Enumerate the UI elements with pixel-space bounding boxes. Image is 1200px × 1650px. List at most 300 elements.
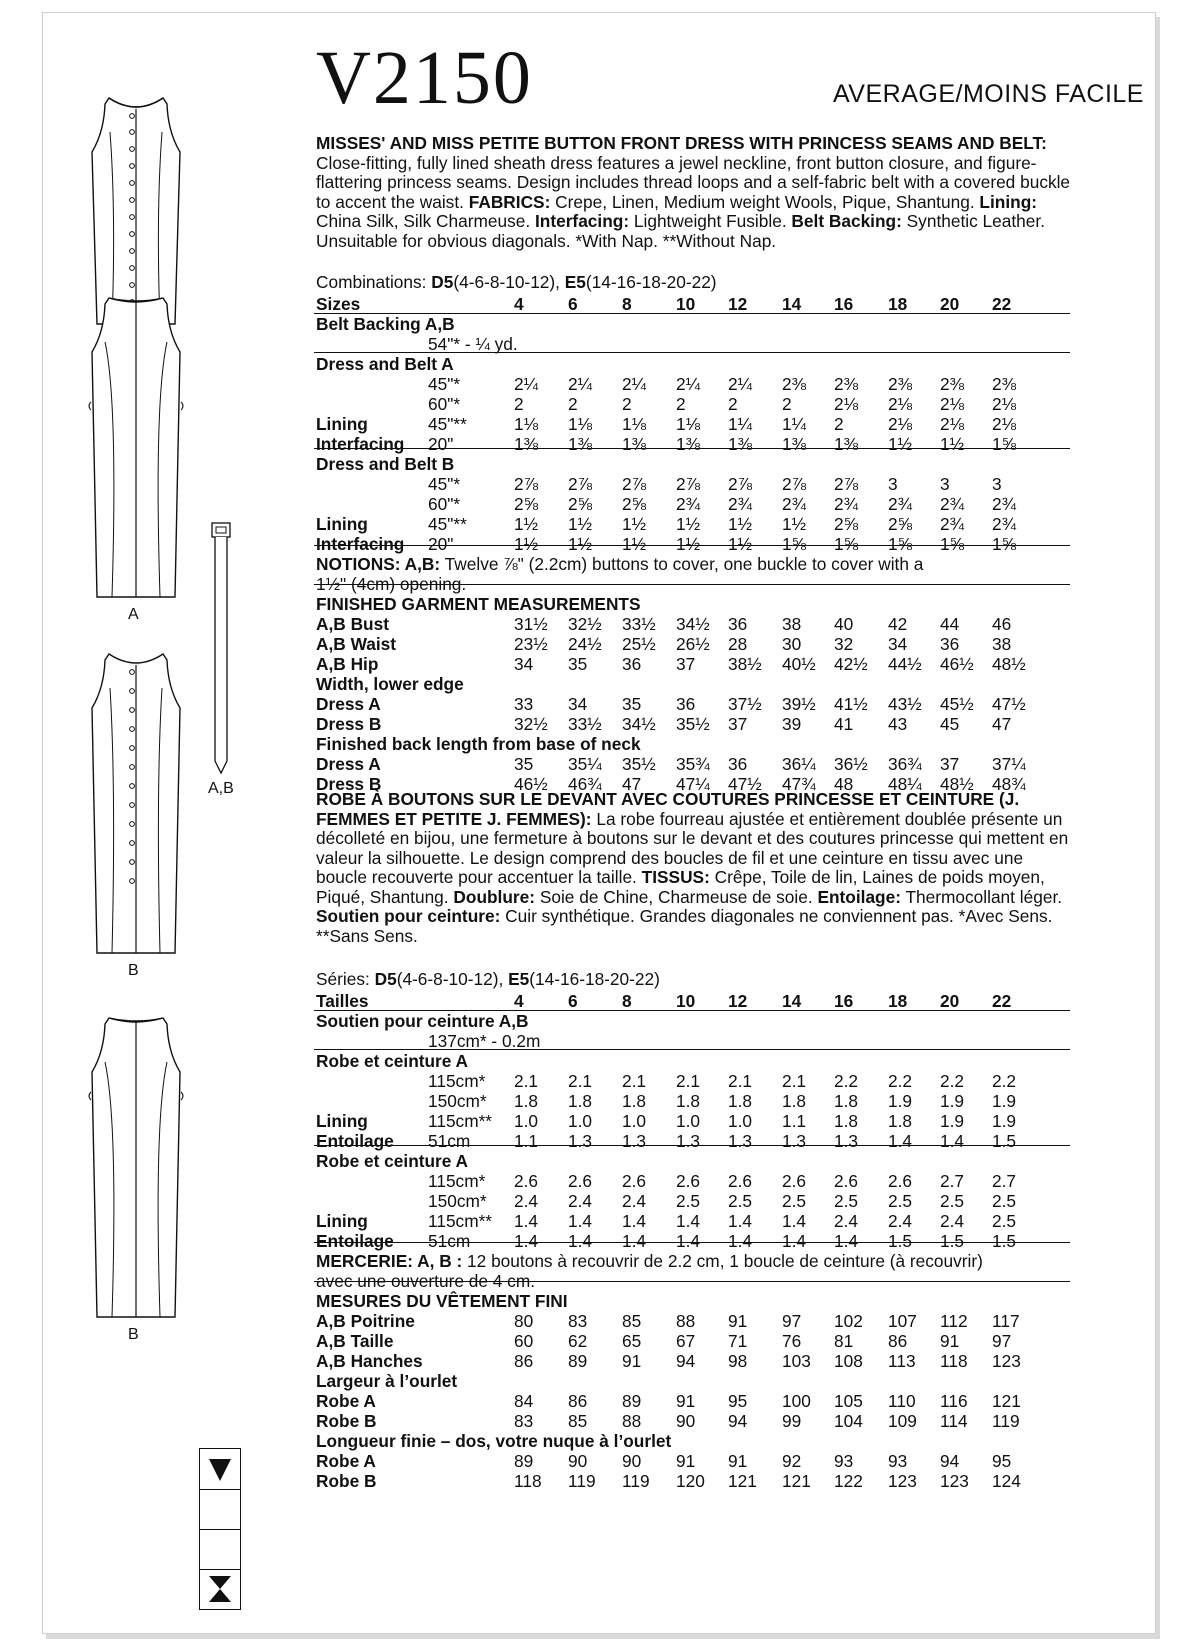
fabric-width: 45"* — [428, 474, 461, 494]
table-cell: 92 — [782, 1451, 802, 1471]
notions-row — [314, 554, 1068, 574]
table-row — [314, 1211, 1068, 1231]
table-cell: 94 — [940, 1451, 960, 1471]
table-cell: 62 — [568, 1331, 588, 1351]
table-cell: 48½ — [940, 774, 974, 794]
table-cell: 119 — [992, 1411, 1020, 1431]
french-description-run: Doublure: — [453, 886, 536, 907]
table-cell: 1.8 — [888, 1111, 913, 1131]
table-row — [314, 1171, 1068, 1191]
table-cell: 1½ — [622, 534, 647, 554]
note-text: 54"* - ¼ yd. — [428, 334, 518, 354]
table-cell: 91 — [728, 1451, 748, 1471]
table-cell: 98 — [728, 1351, 748, 1371]
size-header-cell: 14 — [782, 991, 802, 1011]
size-header-cell: 12 — [728, 991, 748, 1011]
table-cell: 1.4 — [514, 1211, 539, 1231]
notions-label: NOTIONS: A,B: — [316, 554, 441, 574]
table-cell: 36 — [622, 654, 642, 674]
table-cell: 91 — [622, 1351, 642, 1371]
table-cell: 2.1 — [782, 1071, 807, 1091]
table-cell: 91 — [728, 1311, 748, 1331]
english-description-run: Belt Backing: — [791, 211, 902, 231]
table-cell: 38 — [782, 614, 802, 634]
table-rule — [314, 1242, 1070, 1243]
english-description-run: China Silk, Silk Charmeuse. — [316, 211, 535, 231]
table-rule — [314, 545, 1070, 546]
note-text: avec une ouverture de 4 cm. — [316, 1271, 536, 1291]
figure-label-belt: A,B — [208, 780, 234, 797]
table-row — [314, 1451, 1068, 1471]
table-cell: 2⅞ — [568, 474, 593, 494]
fabric-width: 150cm* — [428, 1091, 487, 1111]
table-rule — [314, 1049, 1070, 1050]
table-rule — [314, 1010, 1070, 1011]
table-cell: 107 — [888, 1311, 917, 1331]
table-cell: 1⅜ — [728, 434, 753, 454]
table-cell: 1.5 — [888, 1231, 913, 1251]
combinations-en-run: (4-6-8-10-12), — [453, 272, 565, 292]
notions-text: 12 boutons à recouvrir de 2.2 cm, 1 boucle de ceinture (à recouvrir) — [462, 1251, 983, 1271]
table-cell: 36 — [728, 754, 748, 774]
section-heading-label: Dress and Belt B — [316, 454, 455, 474]
table-cell: 2⅝ — [834, 514, 859, 534]
table-cell: 36 — [940, 634, 960, 654]
figure-label-b-front: B — [128, 962, 139, 979]
french-description-run: Entoilage: — [817, 886, 901, 907]
table-cell: 2⅛ — [888, 414, 913, 434]
table-cell: 46½ — [514, 774, 548, 794]
french-description-run: Soie de Chine, Charmeuse de soie. — [535, 886, 818, 907]
table-cell: 23½ — [514, 634, 548, 654]
table-cell: 2¼ — [728, 374, 753, 394]
table-cell: 94 — [676, 1351, 696, 1371]
table-cell: 1½ — [728, 514, 753, 534]
table-cell: 43½ — [888, 694, 922, 714]
table-cell: 2⅜ — [782, 374, 807, 394]
table-cell: 1.9 — [992, 1091, 1017, 1111]
table-cell: 2.2 — [992, 1071, 1017, 1091]
table-cell: 1.8 — [622, 1091, 647, 1111]
english-description — [316, 134, 1076, 251]
table-cell: 47½ — [992, 694, 1026, 714]
row-label: Dress B — [316, 714, 382, 734]
table-cell: 113 — [888, 1351, 916, 1371]
table-cell: 36½ — [834, 754, 868, 774]
section-heading-label: Belt Backing A,B — [316, 314, 455, 334]
table-cell: 2¾ — [782, 494, 807, 514]
row-label: Tailles — [316, 991, 369, 1011]
table-cell: 1¼ — [728, 414, 753, 434]
table-cell: 1.8 — [834, 1111, 859, 1131]
table-cell: 1.0 — [568, 1111, 593, 1131]
table-row — [314, 714, 1068, 734]
table-cell: 1⅜ — [834, 434, 859, 454]
table-cell: 35½ — [622, 754, 656, 774]
combinations-fr-run: Séries: — [316, 969, 375, 989]
size-header-cell: 22 — [992, 991, 1012, 1011]
english-description-run: MISSES' AND MISS PETITE BUTTON FRONT DRESS WITH PRINCESS SEAMS AND BELT: — [316, 133, 1047, 153]
table-cell: 123 — [940, 1471, 969, 1491]
row-label: Dress A — [316, 694, 381, 714]
table-cell: 33 — [514, 694, 534, 714]
table-cell: 1½ — [568, 514, 593, 534]
row-label: Entoilage — [316, 1131, 394, 1151]
size-header-cell: 22 — [992, 294, 1012, 314]
table-cell: 48½ — [992, 654, 1026, 674]
table-cell: 103 — [782, 1351, 811, 1371]
size-header-cell: 14 — [782, 294, 802, 314]
table-cell: 46 — [992, 614, 1012, 634]
table-cell: 34 — [888, 634, 908, 654]
table-cell: 1.4 — [728, 1231, 753, 1251]
section-heading-label: Finished back length from base of neck — [316, 734, 641, 754]
table-row — [314, 754, 1068, 774]
dress-b-back-drawing — [76, 1012, 196, 1322]
size-header-cell: 10 — [676, 294, 696, 314]
table-cell: 2.1 — [728, 1071, 753, 1091]
table-cell: 105 — [834, 1391, 863, 1411]
section-heading-label: FINISHED GARMENT MEASUREMENTS — [316, 594, 641, 614]
row-label: Robe B — [316, 1411, 377, 1431]
table-cell: 2⅛ — [888, 394, 913, 414]
table-cell: 34½ — [622, 714, 656, 734]
table-cell: 32½ — [514, 714, 548, 734]
table-cell: 1.4 — [622, 1211, 647, 1231]
table-row — [314, 374, 1068, 394]
notions-line — [316, 554, 923, 574]
table-cell: 2¼ — [676, 374, 701, 394]
triangle-down-icon — [200, 1449, 240, 1489]
combinations-en-run: Combinations: — [316, 272, 432, 292]
table-cell: 1.4 — [676, 1211, 701, 1231]
combinations-fr-run: (14-16-18-20-22) — [529, 969, 660, 989]
table-header-row — [314, 294, 1068, 314]
section-heading — [314, 1051, 1068, 1071]
section-heading — [314, 594, 1068, 614]
table-cell: 2.7 — [940, 1171, 965, 1191]
table-cell: 1.3 — [834, 1131, 859, 1151]
table-cell: 89 — [514, 1451, 534, 1471]
table-cell: 3 — [992, 474, 1002, 494]
fabric-width: 45"** — [428, 414, 467, 434]
table-cell: 2⅞ — [622, 474, 647, 494]
table-cell: 1.8 — [676, 1091, 701, 1111]
table-cell: 1.0 — [514, 1111, 539, 1131]
table-cell: 1⅜ — [514, 434, 539, 454]
fabric-width: 51cm — [428, 1231, 471, 1251]
fabric-width: 115cm* — [428, 1171, 486, 1191]
table-cell: 43 — [888, 714, 908, 734]
table-cell: 2¾ — [940, 494, 965, 514]
size-header-cell: 4 — [514, 294, 524, 314]
table-header-row — [314, 991, 1068, 1011]
hourglass-icon — [200, 1569, 240, 1609]
table-cell: 2⅛ — [940, 414, 965, 434]
table-cell: 2⅛ — [992, 414, 1017, 434]
size-header-cell: 8 — [622, 991, 632, 1011]
table-cell: 91 — [676, 1451, 696, 1471]
row-label: A,B Hanches — [316, 1351, 423, 1371]
table-cell: 2⅜ — [888, 374, 913, 394]
table-cell: 1⅝ — [782, 534, 807, 554]
table-cell: 37¼ — [992, 754, 1026, 774]
table-cell: 36¾ — [888, 754, 922, 774]
pattern-number: V2150 — [316, 36, 533, 120]
table-cell: 2.4 — [834, 1211, 859, 1231]
table-cell: 2¾ — [834, 494, 859, 514]
table-cell: 2.5 — [782, 1191, 807, 1211]
table-row — [314, 514, 1068, 534]
french-description-run: Crêpe, Toile de lin, Laines de poids moyen, Piqué, Shantung. — [316, 867, 1045, 907]
table-cell: 109 — [888, 1411, 917, 1431]
table-cell: 2⅛ — [992, 394, 1017, 414]
table-cell: 1.4 — [728, 1211, 753, 1231]
table-cell: 1.8 — [568, 1091, 593, 1111]
size-header-cell: 12 — [728, 294, 748, 314]
table-cell: 83 — [568, 1311, 588, 1331]
table-cell: 47½ — [728, 774, 762, 794]
size-header-cell: 10 — [676, 991, 696, 1011]
row-label: Dress A — [316, 754, 381, 774]
table-cell: 114 — [940, 1411, 968, 1431]
legend-cell-3 — [200, 1529, 240, 1570]
table-cell: 2.1 — [622, 1071, 647, 1091]
table-cell: 2.6 — [782, 1171, 807, 1191]
row-label: Robe B — [316, 1471, 377, 1491]
table-cell: 2 — [782, 394, 792, 414]
table-cell: 1⅜ — [676, 434, 701, 454]
table-cell: 2⅜ — [834, 374, 859, 394]
combinations-fr-run: (4-6-8-10-12), — [396, 969, 509, 989]
table-cell: 1.8 — [782, 1091, 807, 1111]
notions-row — [314, 1251, 1068, 1271]
table-cell: 47 — [622, 774, 642, 794]
table-cell: 2⅞ — [514, 474, 539, 494]
table-cell: 2.2 — [834, 1071, 859, 1091]
fabric-width: 115cm** — [428, 1211, 493, 1231]
table-cell: 76 — [782, 1331, 802, 1351]
table-cell: 35 — [568, 654, 588, 674]
table-cell: 24½ — [568, 634, 602, 654]
section-heading — [314, 354, 1068, 374]
table-cell: 104 — [834, 1411, 863, 1431]
table-cell: 47 — [992, 714, 1012, 734]
english-description-run: Lightweight Fusible. — [629, 211, 792, 231]
table-cell: 86 — [514, 1351, 534, 1371]
table-cell: 2.1 — [568, 1071, 593, 1091]
table-cell: 110 — [888, 1391, 916, 1411]
table-cell: 112 — [940, 1311, 968, 1331]
table-cell: 2.6 — [676, 1171, 701, 1191]
table-cell: 1⅜ — [782, 434, 807, 454]
table-cell: 36 — [728, 614, 748, 634]
table-cell: 97 — [782, 1311, 802, 1331]
table-cell: 2¼ — [568, 374, 593, 394]
table-cell: 1⅛ — [568, 414, 593, 434]
combinations-fr-run: D5 — [374, 969, 397, 989]
table-cell: 2.2 — [888, 1071, 913, 1091]
table-cell: 1⅝ — [834, 534, 859, 554]
belt-drawing — [207, 521, 237, 776]
table-cell: 1.3 — [728, 1131, 753, 1151]
table-cell: 123 — [888, 1471, 917, 1491]
note-text: 137cm* - 0.2m — [428, 1031, 541, 1051]
table-cell: 36¼ — [782, 754, 816, 774]
table-cell: 1.8 — [834, 1091, 859, 1111]
row-label: A,B Taille — [316, 1331, 394, 1351]
fabric-width: 20" — [428, 434, 454, 454]
table-cell: 2⅞ — [782, 474, 807, 494]
table-row — [314, 414, 1068, 434]
table-cell: 2.6 — [888, 1171, 913, 1191]
combinations-french — [316, 970, 660, 990]
table-cell: 46¾ — [568, 774, 602, 794]
table-cell: 121 — [992, 1391, 1021, 1411]
table-cell: 2 — [834, 414, 844, 434]
table-cell: 2⅛ — [940, 394, 965, 414]
table-cell: 80 — [514, 1311, 534, 1331]
table-cell: 102 — [834, 1311, 863, 1331]
table-cell: 1¼ — [782, 414, 807, 434]
section-heading-label: MESURES DU VÊTEMENT FINI — [316, 1291, 568, 1311]
dress-a-back-drawing — [76, 292, 196, 602]
fabric-width: 20" — [428, 534, 454, 554]
table-cell: 1.1 — [782, 1111, 807, 1131]
row-label: A,B Waist — [316, 634, 397, 654]
table-cell: 2⅜ — [992, 374, 1017, 394]
table-cell: 1.4 — [514, 1231, 539, 1251]
row-label: Robe A — [316, 1391, 376, 1411]
english-description-run: FABRICS: — [468, 191, 551, 212]
table-cell: 1½ — [728, 534, 753, 554]
figure-label-b-back: B — [128, 1326, 139, 1343]
table-cell: 37 — [940, 754, 960, 774]
table-row — [314, 1331, 1068, 1351]
table-cell: 48¼ — [888, 774, 922, 794]
table-cell: 2.6 — [514, 1171, 539, 1191]
table-cell: 90 — [568, 1451, 588, 1471]
table-cell: 34 — [514, 654, 534, 674]
table-cell: 45½ — [940, 694, 974, 714]
table-cell: 99 — [782, 1411, 802, 1431]
table-cell: 2⅜ — [940, 374, 965, 394]
table-cell: 35¼ — [568, 754, 602, 774]
row-label: Lining — [316, 1211, 368, 1231]
row-label: Lining — [316, 514, 368, 534]
table-cell: 1.3 — [676, 1131, 701, 1151]
table-cell: 47¼ — [676, 774, 710, 794]
section-heading — [314, 454, 1068, 474]
size-header-cell: 18 — [888, 991, 908, 1011]
table-cell: 91 — [940, 1331, 960, 1351]
table-cell: 100 — [782, 1391, 811, 1411]
table-cell: 2 — [568, 394, 578, 414]
table-cell: 89 — [568, 1351, 588, 1371]
table-cell: 2⅛ — [834, 394, 859, 414]
french-description-run: TISSUS: — [641, 867, 710, 887]
table-cell: 2⅝ — [888, 514, 913, 534]
table-cell: 88 — [676, 1311, 696, 1331]
table-cell: 2.5 — [992, 1191, 1017, 1211]
table-cell: 94 — [728, 1411, 748, 1431]
table-row — [314, 494, 1068, 514]
table-cell: 67 — [676, 1331, 696, 1351]
table-cell: 1.4 — [622, 1231, 647, 1251]
table-rule — [314, 313, 1070, 314]
fabric-width: 115cm** — [428, 1111, 493, 1131]
legend-cell-1 — [200, 1449, 240, 1490]
table-cell: 95 — [728, 1391, 748, 1411]
section-heading — [314, 1291, 1068, 1311]
table-cell: 1.8 — [514, 1091, 539, 1111]
table-cell: 1½ — [622, 514, 647, 534]
table-cell: 1.4 — [782, 1211, 807, 1231]
table-cell: 2.6 — [568, 1171, 593, 1191]
table-cell: 1⅝ — [992, 534, 1017, 554]
table-cell: 36 — [676, 694, 696, 714]
french-description-run: Soutien pour ceinture: — [316, 906, 501, 926]
size-header-cell: 16 — [834, 991, 854, 1011]
french-description-run: Thermocollant léger. — [900, 886, 1063, 907]
table-rule — [314, 448, 1070, 449]
table-cell: 2¾ — [992, 514, 1017, 534]
fabric-width: 60"* — [428, 394, 461, 414]
combinations-en-run: E5 — [564, 272, 586, 292]
table-cell: 1.9 — [888, 1091, 913, 1111]
english-description-run: Synthetic Leather. Unsuitable for obvious diagonals. *With Nap. **Without Nap. — [316, 211, 1046, 251]
table-cell: 1⅝ — [888, 534, 913, 554]
table-cell: 2.5 — [676, 1191, 701, 1211]
table-cell: 35¾ — [676, 754, 710, 774]
table-cell: 95 — [992, 1451, 1012, 1471]
table-cell: 34 — [568, 694, 588, 714]
row-label: Robe A — [316, 1451, 376, 1471]
size-header-cell: 20 — [940, 294, 960, 314]
section-heading — [314, 1011, 1068, 1031]
table-cell: 2⅝ — [622, 494, 647, 514]
table-cell: 37 — [728, 714, 748, 734]
table-cell: 1½ — [676, 534, 701, 554]
table-rule — [314, 1145, 1070, 1146]
table-cell: 116 — [940, 1391, 968, 1411]
size-header-cell: 8 — [622, 294, 632, 314]
table-cell: 121 — [728, 1471, 757, 1491]
fabric-width: 115cm* — [428, 1071, 486, 1091]
table-row — [314, 1131, 1068, 1151]
size-header-cell: 6 — [568, 294, 578, 314]
table-cell: 1.9 — [992, 1111, 1017, 1131]
row-label: Interfacing — [316, 434, 405, 454]
table-row — [314, 1351, 1068, 1371]
combinations-en-run: D5 — [431, 272, 454, 292]
table-cell: 2⅝ — [568, 494, 593, 514]
table-cell: 1.0 — [676, 1111, 701, 1131]
table-cell: 41 — [834, 714, 854, 734]
table-row — [314, 1391, 1068, 1411]
english-description-run: Lining: — [979, 191, 1038, 212]
table-cell: 35 — [622, 694, 642, 714]
table-cell: 42½ — [834, 654, 868, 674]
notions-label: MERCERIE: A, B : — [316, 1251, 463, 1271]
section-heading — [314, 674, 1068, 694]
table-cell: 34½ — [676, 614, 710, 634]
legend-cell-2 — [200, 1489, 240, 1530]
table-cell: 2 — [676, 394, 686, 414]
fabric-width: 60"* — [428, 494, 461, 514]
combinations-en-run: (14-16-18-20-22) — [585, 272, 717, 292]
table-cell: 40½ — [782, 654, 816, 674]
